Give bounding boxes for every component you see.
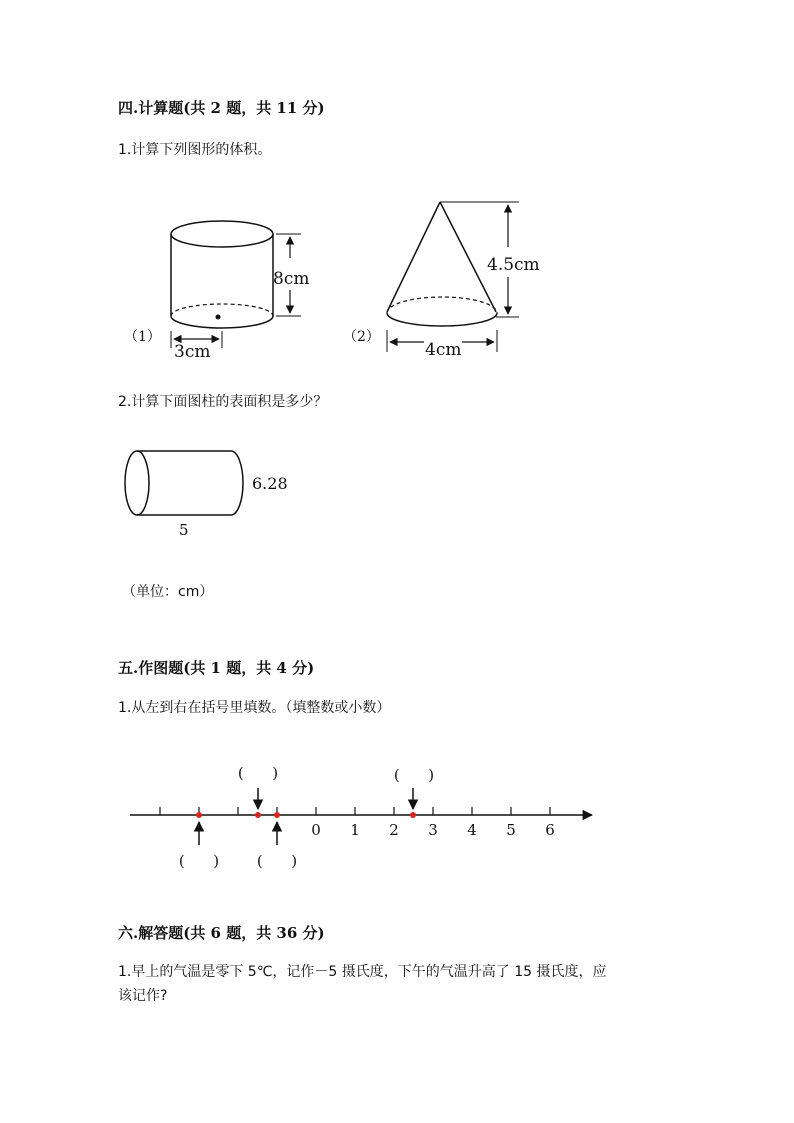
fig1-radius-label: 3cm [174, 342, 211, 362]
fig2-diameter-label: 4cm [425, 340, 462, 360]
fig2-height-label: 4.5cm [487, 255, 540, 275]
tick-label-3: 3 [428, 821, 438, 839]
tick-label-4: 4 [467, 821, 477, 839]
circumference-label: 6.28 [252, 474, 288, 493]
blank-top-2[interactable]: ( ) [393, 766, 435, 784]
tick-label-0: 0 [311, 821, 321, 839]
point-b [255, 812, 261, 818]
tick-label-1: 1 [350, 821, 360, 839]
tick-label-2: 2 [389, 821, 399, 839]
point-d [410, 812, 416, 818]
number-line [130, 788, 592, 845]
blank-bottom-2[interactable]: ( ) [256, 852, 298, 870]
unit-note: （单位：cm） [122, 584, 214, 600]
section4-heading: 四.计算题(共 2 题，共 11 分) [118, 99, 325, 117]
section6-q1-line1: 1.早上的气温是零下 5℃，记作－5 摄氏度，下午的气温升高了 15 摄氏度，应 [118, 964, 607, 980]
section4-q2-text: 2.计算下面图柱的表面积是多少？ [118, 394, 328, 410]
point-c [274, 812, 280, 818]
number-line-ticks [160, 807, 550, 815]
section6-heading: 六.解答题(共 6 题，共 36 分) [118, 924, 325, 942]
horizontal-cylinder-figure [125, 451, 243, 515]
center-dot [216, 315, 221, 320]
section5-heading: 五.作图题(共 1 题，共 4 分) [118, 659, 315, 677]
blank-top-1[interactable]: ( ) [237, 764, 279, 782]
point-a [196, 812, 202, 818]
fig2-label: （2） [343, 329, 380, 345]
tick-label-5: 5 [506, 821, 516, 839]
section6-q1-line2: 该记作? [118, 988, 168, 1004]
blank-bottom-1[interactable]: ( ) [178, 852, 220, 870]
section5-q1-text: 1.从左到右在括号里填数。（填整数或小数） [118, 700, 391, 716]
fig1-label: （1） [124, 329, 161, 345]
tick-label-6: 6 [545, 821, 555, 839]
cone-figure [387, 202, 519, 352]
section4-q1-text: 1.计算下列图形的体积。 [118, 142, 272, 158]
fig1-height-label: 8cm [273, 269, 310, 289]
length-label: 5 [179, 521, 189, 539]
